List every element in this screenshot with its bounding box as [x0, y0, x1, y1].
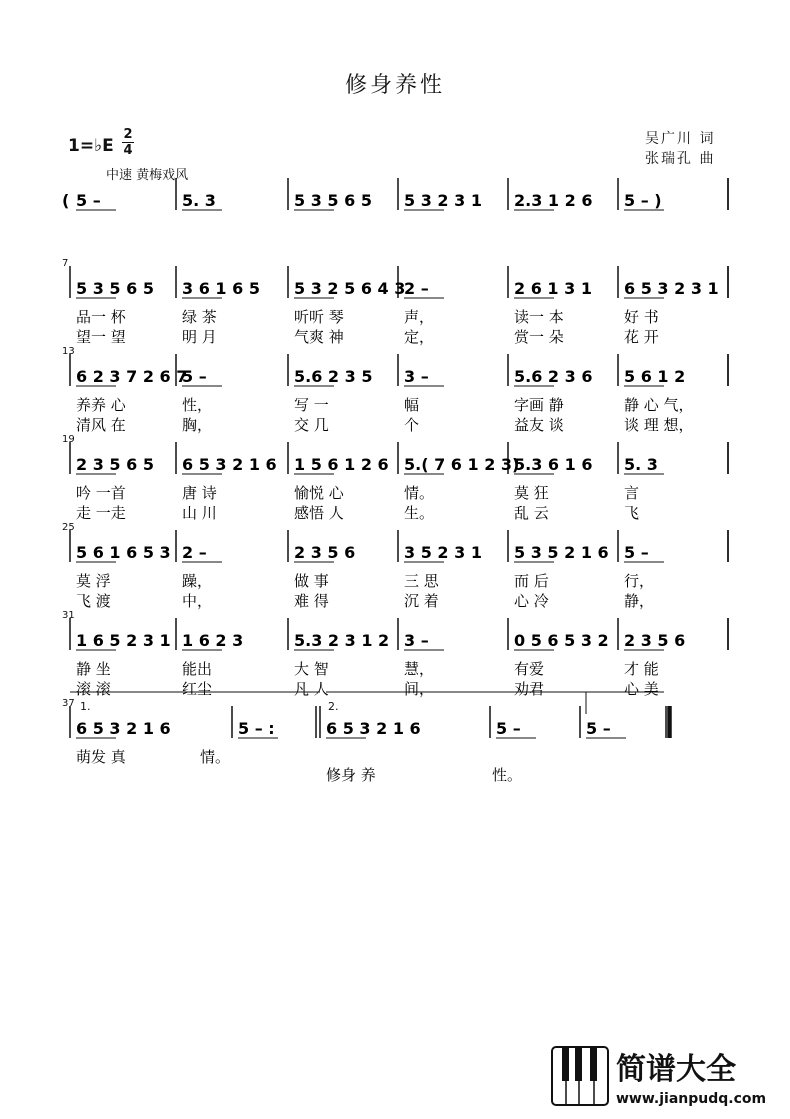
note-group: 5 – )	[624, 191, 662, 210]
note-group: 6 2 3 7 2 6 7	[76, 367, 188, 386]
song-title: 修身养性	[344, 73, 445, 98]
lyric-verse2: 凡 人	[294, 680, 329, 698]
lyric-verse2: 沉 着	[404, 592, 439, 610]
lyric-verse1: 好 书	[624, 308, 659, 326]
note-group: 5 6 1 2	[624, 367, 686, 386]
lyric-verse1: 躁，	[182, 572, 213, 590]
lyric-verse1: 慧，	[404, 660, 435, 678]
note-group: 5 – :	[238, 719, 275, 738]
lyric-verse1: 品一 杯	[76, 308, 126, 326]
lyric-verse2: 心 冷	[514, 592, 549, 610]
note-group: 3 –	[404, 631, 429, 650]
note-group: 2.3 1 2 6	[514, 191, 593, 210]
note-group: 6 5 3 2 3 1	[624, 279, 719, 298]
lyric-verse2: 性。	[492, 766, 523, 784]
note-group: 3 5 2 3 1	[404, 543, 482, 562]
note-group: 6 5 3 2 1 6	[182, 455, 277, 474]
lyric-verse2: 明 月	[182, 328, 217, 346]
lyric-verse1: 行，	[624, 572, 655, 590]
lyric-verse1: 静 心 气，	[624, 396, 694, 414]
lyric-verse2: 生。	[404, 504, 435, 522]
tempo-marking: 中速 黄梅戏风	[106, 168, 189, 183]
lyricist-credit: 吴广川 词	[645, 131, 716, 147]
lyric-verse1: 莫 浮	[76, 572, 111, 590]
note-group: 2 –	[404, 279, 429, 298]
lyric-verse2: 静，	[624, 592, 655, 610]
lyric-verse2: 益友 谈	[514, 416, 564, 434]
lyric-verse2: 滚 滚	[76, 680, 111, 698]
measure-number: 7	[62, 258, 69, 269]
lyric-verse2: 红尘	[182, 680, 213, 698]
note-group: 2 3 5 6 5	[76, 455, 154, 474]
lyric-verse1: 绿 茶	[182, 308, 217, 326]
lyric-verse1: 养养 心	[76, 396, 126, 414]
lyric-verse2: 修身 养	[326, 766, 376, 784]
note-group: 5 3 2 5 6 4 3	[294, 279, 406, 298]
note-group: 5 3 5 6 5	[76, 279, 154, 298]
lyric-verse2: 个	[404, 416, 420, 434]
note-group: 2 6 1 3 1	[514, 279, 592, 298]
lyric-verse2: 感悟 人	[294, 504, 344, 522]
lyric-verse1: 静 坐	[76, 660, 111, 678]
note-group: 1 6 2 3	[182, 631, 244, 650]
watermark-brand: 简谱大全	[616, 1052, 736, 1087]
lyric-verse1: 而 后	[514, 572, 549, 590]
note-group: 5. 3	[182, 191, 216, 210]
lyric-verse1: 做 事	[294, 572, 329, 590]
lyric-verse1: 莫 狂	[514, 484, 549, 502]
lyric-verse2: 乱 云	[514, 504, 549, 522]
note-group: 5 –	[586, 719, 611, 738]
lyric-verse2: 谈 理 想，	[624, 416, 694, 434]
note-group: 3 –	[404, 367, 429, 386]
lyric-verse1: 大 智	[294, 660, 329, 678]
time-bottom: 4	[123, 143, 133, 158]
lyric-verse2: 飞 渡	[76, 592, 111, 610]
lyric-verse2: 清风 在	[76, 416, 126, 434]
note-group: 5 –	[182, 367, 207, 386]
note-group: 5 –	[76, 191, 101, 210]
lyric-verse2: 交 几	[294, 416, 329, 434]
watermark-url: www.jianpudq.com	[616, 1091, 767, 1107]
piano-keys-icon	[552, 1047, 608, 1105]
lyric-verse1: 三 思	[404, 572, 439, 590]
lyric-verse1: 读一 本	[514, 308, 564, 326]
measure-number: 25	[62, 522, 75, 533]
note-group: 5 –	[496, 719, 521, 738]
composer-credit: 张瑞孔 曲	[645, 151, 716, 167]
lyric-verse2: 走 一走	[76, 504, 126, 522]
measure-number: 13	[62, 346, 75, 357]
note-group: 0 5 6 5 3 2	[514, 631, 609, 650]
lyric-verse1: 性，	[182, 396, 213, 414]
lyric-verse2: 间，	[404, 680, 435, 698]
lyric-verse1: 情。	[200, 748, 231, 766]
lyric-verse2: 劝君	[514, 680, 545, 698]
note-group: 6 5 3 2 1 6	[76, 719, 171, 738]
lyric-verse1: 情。	[404, 484, 435, 502]
note-group: 5 6 1 6 5 3	[76, 543, 171, 562]
lyric-verse2: 花 开	[624, 328, 659, 346]
note-group: 6 5 3 2 1 6	[326, 719, 421, 738]
measure-number: 31	[62, 610, 75, 621]
lyric-verse1: 萌发 真	[76, 748, 126, 766]
volta-second: 2.	[328, 700, 339, 713]
note-group: 2 –	[182, 543, 207, 562]
lyric-verse1: 幅	[404, 396, 420, 414]
lyric-verse1: 字画 静	[514, 396, 564, 414]
note-group: 5.( 7 6 1 2 3)	[404, 455, 520, 474]
lyric-verse1: 唐 诗	[182, 484, 217, 502]
lyric-verse2: 望一 望	[76, 328, 126, 346]
lyric-verse2: 飞	[624, 504, 640, 522]
note-group: 2 3 5 6	[294, 543, 356, 562]
lyric-verse2: 中，	[182, 592, 213, 610]
key-signature: 1=♭E	[68, 136, 114, 156]
time-top: 2	[123, 127, 133, 142]
note-group: 5. 3	[624, 455, 658, 474]
lyric-verse2: 赏一 朵	[514, 328, 564, 346]
lyric-verse1: 言	[624, 484, 640, 502]
lyric-verse2: 胸，	[182, 416, 213, 434]
note-group: 1 6 5 2 3 1	[76, 631, 171, 650]
lyric-verse2: 气爽 神	[294, 328, 344, 346]
lyric-verse2: 心 美	[624, 680, 659, 698]
watermark-logo	[550, 1041, 780, 1111]
note-group: 5 3 2 3 1	[404, 191, 482, 210]
measure-number: 37	[62, 698, 75, 709]
note-group: 5 3 5 2 1 6	[514, 543, 609, 562]
note-group: 5.3 2 3 1 2	[294, 631, 390, 650]
volta-first: 1.	[80, 700, 91, 713]
note-group: 5.3 6 1 6	[514, 455, 593, 474]
lyric-verse1: 才 能	[624, 660, 659, 678]
lyric-verse2: 难 得	[294, 592, 329, 610]
lyric-verse1: 听听 琴	[294, 308, 344, 326]
lyric-verse1: 能出	[182, 660, 213, 678]
lyric-verse1: 愉悦 心	[294, 484, 344, 502]
note-group: 3 6 1 6 5	[182, 279, 260, 298]
note-group: 5.6 2 3 5	[294, 367, 373, 386]
lyric-verse1: 声，	[404, 308, 435, 326]
measure-number: 19	[62, 434, 75, 445]
intro-paren: (	[62, 191, 70, 210]
note-group: 2 3 5 6	[624, 631, 686, 650]
lyric-verse1: 写 一	[294, 396, 329, 414]
lyric-verse1: 吟 一首	[76, 484, 126, 502]
lyric-verse1: 有爱	[514, 660, 545, 678]
lyric-verse2: 定，	[404, 328, 435, 346]
note-group: 1 5 6 1 2 6	[294, 455, 389, 474]
note-group: 5 –	[624, 543, 649, 562]
note-group: 5.6 2 3 6	[514, 367, 593, 386]
lyric-verse2: 山 川	[182, 504, 217, 522]
note-group: 5 3 5 6 5	[294, 191, 372, 210]
